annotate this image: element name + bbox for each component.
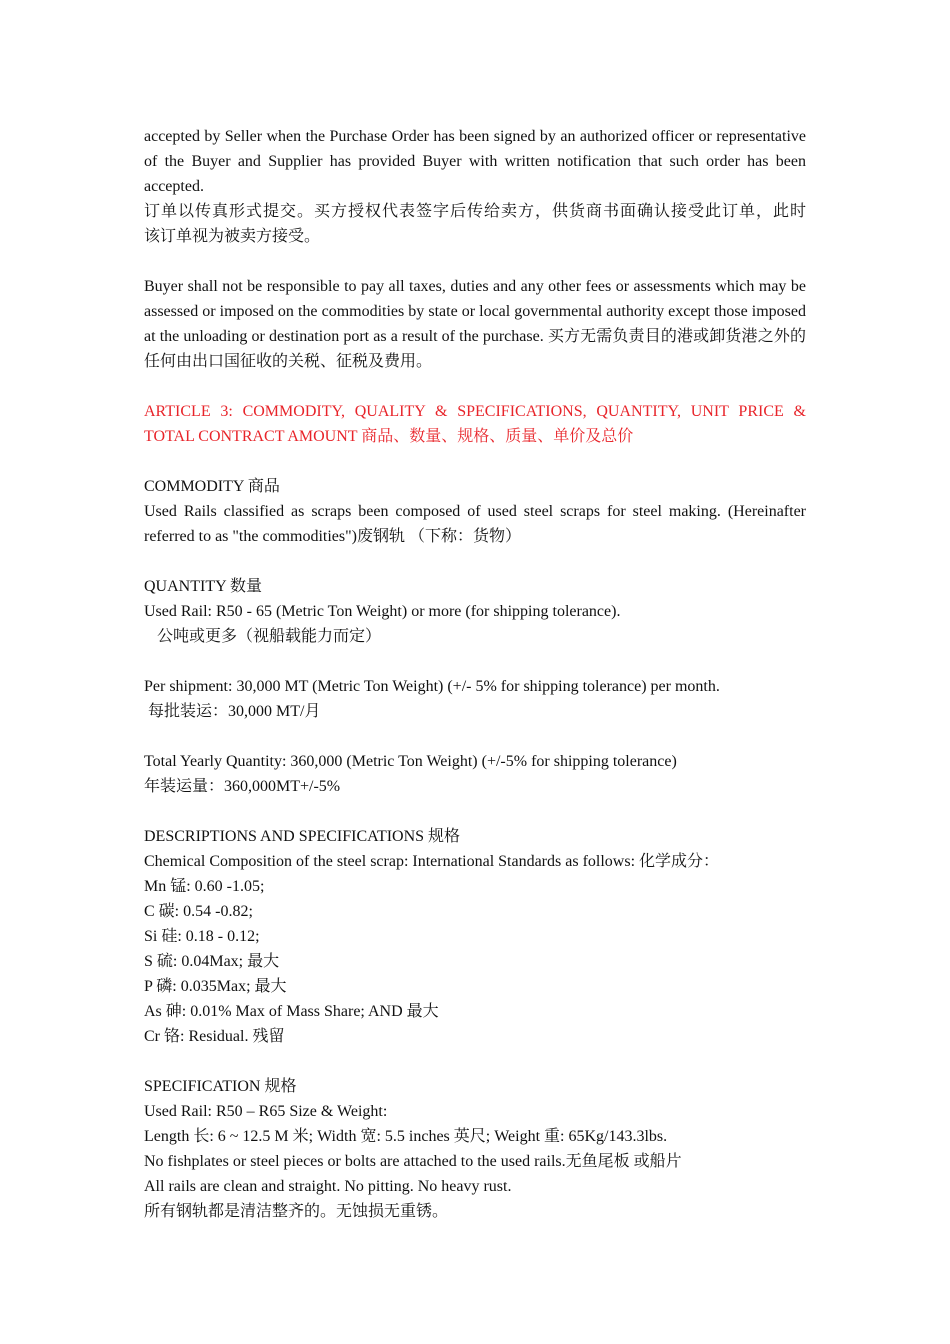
quantity-used-rail: Used Rail: R50 - 65 (Metric Ton Weight) or more (for shipping tolerance). <box>144 603 621 620</box>
intro-paragraph-cn-line1: 订单以传真形式提交。买方授权代表签字后传给卖方，供货商书面确认接受此订单，此时 <box>144 203 806 220</box>
specification-heading: SPECIFICATION 规格 <box>144 1078 297 1095</box>
commodity-heading: COMMODITY 商品 <box>144 478 280 495</box>
quantity-heading: QUANTITY 数量 <box>144 578 263 595</box>
element-c: C 碳: 0.54 -0.82; <box>144 903 253 920</box>
specification-line: Used Rail: R50 – R65 Size & Weight: <box>144 1103 388 1120</box>
descriptions-heading: DESCRIPTIONS AND SPECIFICATIONS 规格 <box>144 828 461 845</box>
specification-line: 所有钢轨都是清洁整齐的。无蚀损无重锈。 <box>144 1203 449 1220</box>
commodity-paragraph: Used Rails classified as scraps been composed of used steel scraps for steel making. (Hereinafter referred to as "the commodities")废钢轨 （下称：货物） <box>144 503 806 545</box>
intro-paragraph-cn-line2: 该订单视为被卖方接受。 <box>144 228 321 245</box>
spacer <box>144 724 806 749</box>
quantity-yearly: Total Yearly Quantity: 360,000 (Metric Ton Weight) (+/-5% for shipping tolerance) <box>144 753 677 770</box>
element-s: S 硫: 0.04Max; 最大 <box>144 953 280 970</box>
spacer <box>144 1049 806 1074</box>
article-3-heading-line1: ARTICLE 3: COMMODITY, QUALITY & SPECIFICATIONS, QUANTITY, UNIT PRICE & <box>144 403 806 420</box>
quantity-per-shipment: Per shipment: 30,000 MT (Metric Ton Weight) (+/- 5% for shipping tolerance) per month. <box>144 678 720 695</box>
spacer <box>144 649 806 674</box>
quantity-yearly-cn: 年装运量：360,000MT+/-5% <box>144 778 341 795</box>
specification-line: Length 长: 6 ~ 12.5 M 米; Width 宽: 5.5 inches 英尺; Weight 重: 65Kg/143.3lbs. <box>144 1128 668 1145</box>
spacer <box>144 799 806 824</box>
quantity-per-shipment-cn: 每批装运：30,000 MT/月 <box>148 703 321 720</box>
article-3-heading-line2: TOTAL CONTRACT AMOUNT 商品、数量、规格、质量、单价及总价 <box>144 428 634 445</box>
document-body <box>144 124 806 1224</box>
spacer <box>144 249 806 274</box>
element-p: P 磷: 0.035Max; 最大 <box>144 978 287 995</box>
element-as: As 砷: 0.01% Max of Mass Share; AND 最大 <box>144 1003 439 1020</box>
spacer <box>144 374 806 399</box>
specification-line: All rails are clean and straight. No pitting. No heavy rust. <box>144 1178 512 1195</box>
element-si: Si 硅: 0.18 - 0.12; <box>144 928 260 945</box>
spacer <box>144 449 806 474</box>
quantity-used-rail-cn: 公吨或更多（视船载能力而定） <box>157 628 382 645</box>
specification-line: No fishplates or steel pieces or bolts are attached to the used rails.无鱼尾板 或船片 <box>144 1153 682 1170</box>
taxes-paragraph: Buyer shall not be responsible to pay all taxes, duties and any other fees or assessments which may be assessed or imposed on the commodities by state or local governmental authority except those imposed at the unloading or destination port as a result of the purchase. 买方无需负责目的港或卸货港之外的任何由出口国征收的关税、征税及费用。 <box>144 278 806 370</box>
spacer <box>144 549 806 574</box>
element-mn: Mn 锰: 0.60 -1.05; <box>144 878 265 895</box>
intro-paragraph: accepted by Seller when the Purchase Order has been signed by an authorized officer or representative of the Buyer and Supplier has provided Buyer with written notification that such order has been accepted. <box>144 128 806 195</box>
element-cr: Cr 铬: Residual. 残留 <box>144 1028 285 1045</box>
chemical-composition-line: Chemical Composition of the steel scrap: International Standards as follows: 化学成分： <box>144 853 720 870</box>
